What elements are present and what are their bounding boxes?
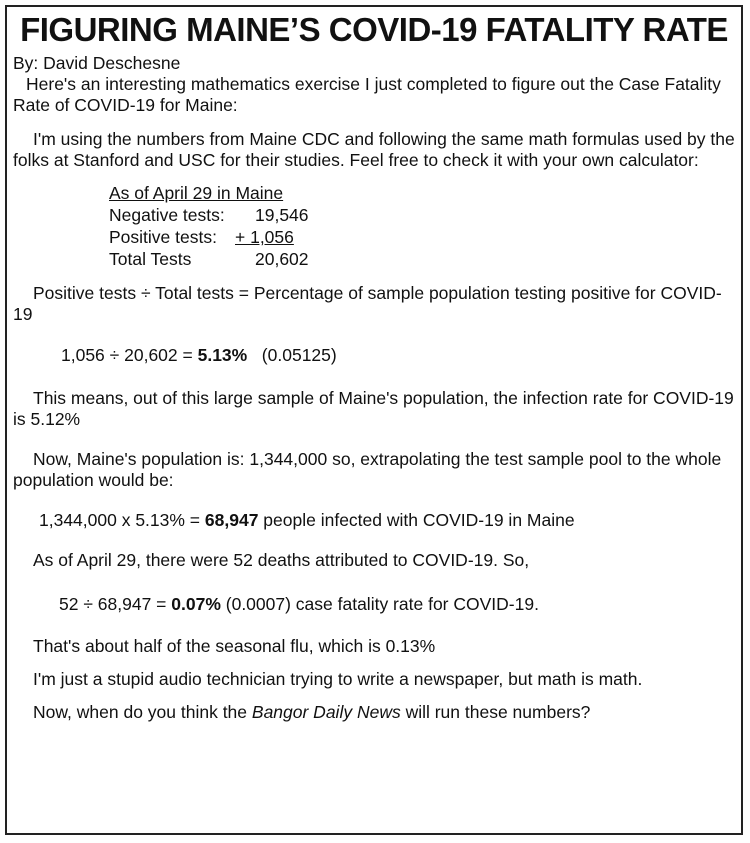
table-row-negative [109, 204, 741, 226]
article-frame [5, 5, 743, 835]
calc2-expr: 1,344,000 x 5.13% = [39, 510, 205, 530]
paragraph-3 [7, 449, 741, 491]
negative-value: 19,546 [255, 205, 309, 225]
paragraph-7-after: will run these numbers? [400, 702, 591, 722]
calc3-tail: (0.0007) case fatality rate for COVID-19. [220, 594, 539, 614]
table-heading: As of April 29 in Maine [109, 183, 284, 203]
test-table [109, 182, 741, 270]
table-row-positive [109, 226, 741, 248]
calc2-tail: people infected with COVID-19 in Maine [258, 510, 575, 530]
formula-text: Positive tests ÷ Total tests = Percentage of sample population testing positive for COVID-19 [13, 283, 722, 324]
paragraph-4 [7, 550, 741, 571]
paragraph-1 [7, 129, 741, 171]
intro-text: Here's an interesting mathematics exercise I just completed to figure out the Case Fatality Rate of COVID-19 for Maine: [13, 74, 721, 115]
calc1-result: 5.13% [197, 345, 248, 365]
paragraph-6 [7, 669, 741, 690]
article-title: FIGURING MAINE’S COVID-19 FATALITY RATE [20, 11, 728, 48]
calc2-result: 68,947 [204, 510, 259, 530]
paragraph-5-text: That's about half of the seasonal flu, which is 0.13% [33, 636, 436, 656]
table-heading-row [109, 182, 741, 204]
formula-paragraph [7, 283, 741, 325]
paragraph-7-before: Now, when do you think the [33, 702, 252, 722]
paragraph-1-text: I'm using the numbers from Maine CDC and following the same math formulas used by the folks at Stanford and USC for their studies. Feel free to check it with your own calculator: [13, 129, 735, 170]
calc-infection-rate [55, 345, 741, 366]
calc3-expr: 52 ÷ 68,947 = [59, 594, 172, 614]
paragraph-3-text: Now, Maine's population is: 1,344,000 so, extrapolating the test sample pool to the whole population would be: [13, 449, 722, 490]
calc3-result: 0.07% [171, 594, 221, 614]
intro-paragraph [7, 74, 741, 116]
calc-fatality-rate [53, 594, 741, 615]
paragraph-5 [7, 636, 741, 657]
calc1-expr: 1,056 ÷ 20,602 = [61, 345, 198, 365]
byline: By: David Deschesne [13, 53, 181, 73]
newspaper-name: Bangor Daily News [251, 702, 401, 722]
paragraph-2-text: This means, out of this large sample of Maine's population, the infection rate for COVID-19 is 5.12% [13, 388, 734, 429]
positive-label: Positive tests: [109, 227, 217, 247]
paragraph-6-text: I'm just a stupid audio technician trying to write a newspaper, but math is math. [33, 669, 643, 689]
paragraph-7 [7, 702, 741, 723]
paragraph-4-text: As of April 29, there were 52 deaths attributed to COVID-19. So, [33, 550, 530, 570]
positive-value: + 1,056 [235, 227, 294, 247]
negative-label: Negative tests: [109, 205, 225, 225]
table-row-total [109, 248, 741, 270]
calc1-tail: (0.05125) [247, 345, 337, 365]
paragraph-2 [7, 388, 741, 430]
total-value: 20,602 [255, 249, 309, 269]
calc-infected-count [33, 510, 741, 531]
total-label: Total Tests [109, 249, 192, 269]
